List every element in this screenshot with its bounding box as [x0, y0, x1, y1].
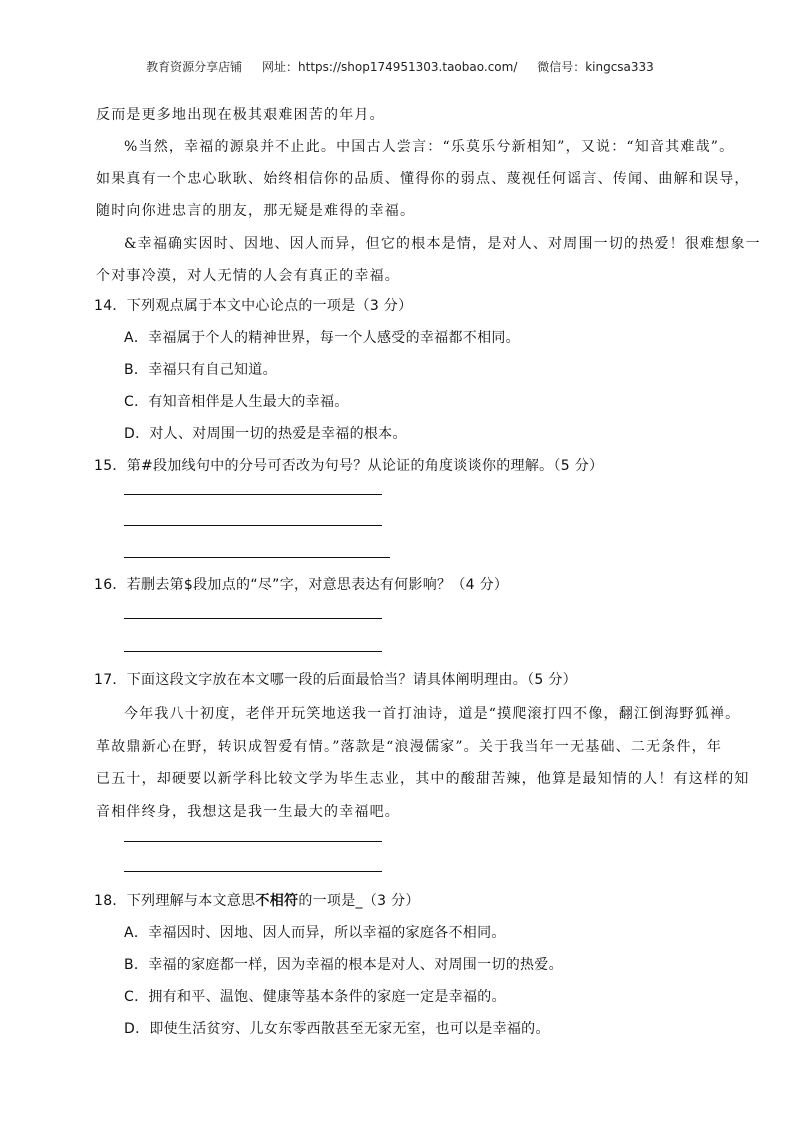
- q16-answer-line[interactable]: [124, 651, 382, 652]
- shop-name: 教育资源分享店铺: [146, 60, 243, 74]
- paragraph-7-line: 如果真有一个忠心耿耿、始终相信你的品质、懂得你的弱点、蔑视任何谣言、传闻、曲解和误导，: [96, 171, 750, 187]
- q17-excerpt-line: 今年我八十初度，老伴开玩笑地送我一首打油诗，道是“摸爬滚打四不像，翻江倒海野狐禅。: [124, 706, 741, 722]
- question-18-stem: [94, 890, 420, 910]
- q15-answer-line[interactable]: [124, 525, 382, 526]
- page-header: [0, 58, 800, 75]
- q17-answer-line[interactable]: [124, 871, 382, 872]
- q14-option-c[interactable]: C．有知音相伴是人生最大的幸福。: [124, 394, 349, 410]
- q17-excerpt-line: 已五十，却硬要以新学科比较文学为毕生志业，其中的酸甜苦辣，他算是最知情的人！有这样的知: [96, 771, 750, 787]
- q14-option-d[interactable]: D．对人、对周围一切的热爱是幸福的根本。: [124, 426, 407, 442]
- q18-option-d[interactable]: D．即使生活贫穷、儿女东零西散甚至无家无室，也可以是幸福的。: [124, 1021, 550, 1037]
- question-17-stem: 17．下面这段文字放在本文哪一段的后面最恰当？请具体阐明理由。（5 分）: [94, 672, 577, 688]
- q17-answer-line[interactable]: [124, 841, 382, 842]
- paragraph-7-line: 随时向你进忠言的朋友，那无疑是难得的幸福。: [96, 203, 416, 219]
- q15-answer-line[interactable]: [124, 557, 390, 558]
- paragraph-7-line: %当然，幸福的源泉并不止此。中国古人尝言：“乐莫乐兮新相知”，又说：“知音其难哉”。: [124, 139, 735, 155]
- question-16-stem: 16．若删去第$段加点的“尽”字，对意思表达有何影响？（4 分）: [94, 577, 509, 593]
- question-15-stem: 15．第#段加线句中的分号可否改为句号？从论证的角度谈谈你的理解。（5 分）: [94, 458, 604, 474]
- q18-stem-suffix: 的一项是_（3 分）: [298, 893, 420, 909]
- q17-excerpt-line: 音相伴终身，我想这是我一生最大的幸福吧。: [96, 804, 400, 820]
- q14-option-a[interactable]: A．幸福属于个人的精神世界，每一个人感受的幸福都不相同。: [124, 330, 520, 346]
- question-14-stem: 14．下列观点属于本文中心论点的一项是（3 分）: [94, 298, 413, 314]
- paragraph-8-line: &幸福确实因时、因地、因人而异，但它的根本是情，是对人、对周围一切的热爱！很难想象一: [124, 236, 761, 252]
- q16-answer-line[interactable]: [124, 618, 382, 619]
- paragraph-8-line: 个对事冷漠，对人无情的人会有真正的幸福。: [96, 268, 400, 284]
- q18-stem-emphasis: 不相符: [255, 893, 299, 909]
- q17-excerpt-line: 革故鼎新心在野，转识成智爱有情。”落款是“浪漫儒家”。关于我当年一无基础、二无条件，年: [96, 739, 723, 755]
- shop-url: 网址：https://shop174951303.taobao.com/: [262, 60, 518, 74]
- wechat-id: 微信号：kingcsa333: [537, 60, 654, 74]
- q18-option-b[interactable]: B．幸福的家庭都一样，因为幸福的根本是对人、对周围一切的热爱。: [124, 957, 563, 973]
- q15-answer-line[interactable]: [124, 494, 382, 495]
- q18-option-a[interactable]: A．幸福因时、因地、因人而异，所以幸福的家庭各不相同。: [124, 925, 506, 941]
- q18-option-c[interactable]: C．拥有和平、温饱、健康等基本条件的家庭一定是幸福的。: [124, 989, 506, 1005]
- passage-line: 反而是更多地出现在极其艰难困苦的年月。: [96, 107, 385, 123]
- q18-stem-prefix: 18．下列理解与本文意思: [94, 893, 256, 909]
- q14-option-b[interactable]: B．幸福只有自己知道。: [124, 362, 277, 378]
